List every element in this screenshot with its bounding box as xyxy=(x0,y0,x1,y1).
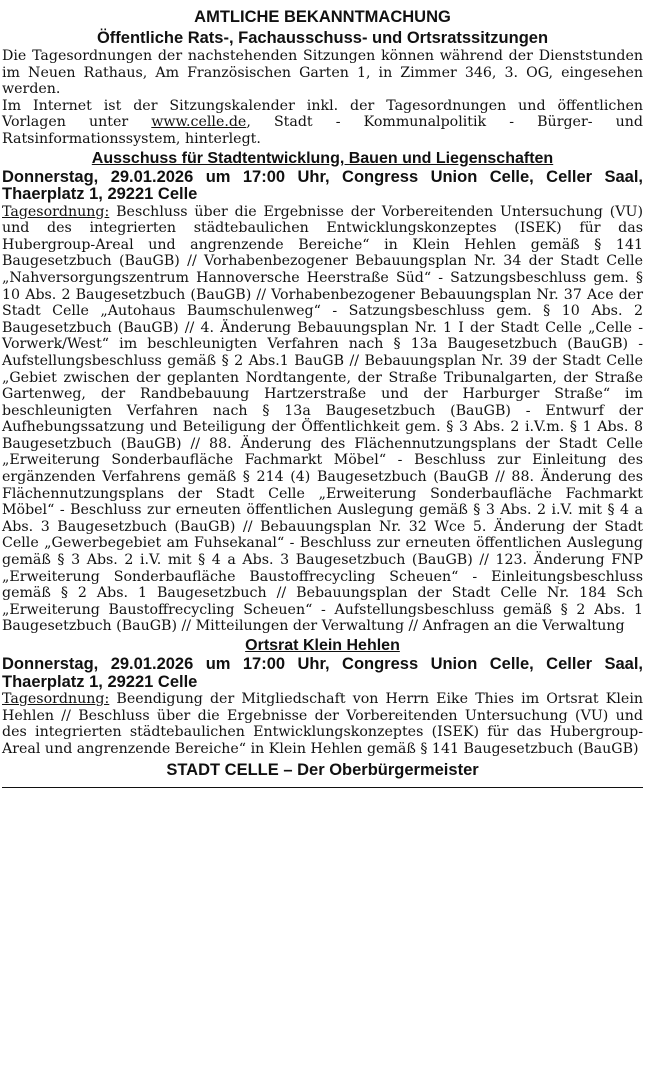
agenda-items: Beschluss über die Ergebnisse der Vorbereitenden Untersuchung (VU) und des integrierten städtebaulichen Entwicklungskonzeptes (ISEK) für das Hubergroup-Areal und angrenzende Bereiche“ in Klein Hehlen gemäß § 141 Baugesetzbuch (BauGB) // Vorhabenbezogener Bebauungsplan Nr. 34 der Stadt Celle „Nahversorgungszentrum Hannoversche Heerstraße Süd“ - Satzungsbeschluss gem. § 10 Abs. 2 Baugesetzbuch (BauGB) // Vorhabenbezogener Bebauungsplan Nr. 37 Ace der Stadt Celle „Autohaus Baumschulenweg“ - Satzungsbeschluss gem. § 10 Abs. 2 Baugesetzbuch (BauGB) // 4. Änderung Bebauungsplan Nr. 1 I der Stadt Celle „Celle - Vorwerk/West“ im beschleunigten Verfahren nach § 13a Baugesetzbuch (BauGB) - Aufstellungsbeschluss gemäß § 2 Abs.1 BauGB // Bebauungsplan Nr. 39 der Stadt Celle „Gebiet zwischen der geplanten Nordtangente, der Straße Tribunalgarten, der Straße Gartenweg, der Randbebauung Hartzerstraße und der Harburger Straße“ im beschleunigten Verfahren nach § 13a Baugesetzbuch (BauGB) - Entwurf der Aufhebungssatzung und Beteiligung der Öffentlichkeit gem. § 3 Abs. 2 i.V.m. § 1 Abs. 8 Baugesetzbuch (BauGB) // 88. Änderung des Flächennutzungsplans der Stadt Celle „Erweiterung Sonderbaufläche Fachmarkt Möbel“ - Beschluss zur Einleitung des ergänzenden Verfahrens gemäß § 214 (4) Baugesetzbuch (BauGB // 88. Änderung des Flächennutzungsplans der Stadt Celle „Erweiterung Sonderbaufläche Fachmarkt Möbel“ - Beschluss zur erneuten öffentlichen Auslegung gemäß § 3 Abs. 2 i.V. mit § 4 a Abs. 3 Baugesetzbuch (BauGB) // Bebauungsplan Nr. 32 Wce 5. Änderung der Stadt Celle „Gewerbegebiet am Fuhsekanal“ - Beschluss zur erneuten öffentlichen Auslegung gemäß § 3 Abs. 2 i.V. mit § 4 a Abs. 3 Baugesetzbuch (BauGB) // 123. Änderung FNP „Erweiterung Sonderbaufläche Baustoffrecycling Scheuen“ - Einleitungsbeschluss gemäß § 2 Abs. 1 Baugesetzbuch // Bebauungsplan der Stadt Celle Nr. 184 Sch „Erweiterung Baustoffrecycling Scheuen“ - Aufstellungsbeschluss gemäß § 2 Abs. 1 Baugesetzbuch (BauGB) // Mitteilungen der Verwaltung // Anfragen an die Verwaltung xyxy=(2,203,643,635)
agenda-label: Tagesordnung: xyxy=(2,203,110,220)
signature: STADT CELLE – Der Oberbürgermeister xyxy=(166,761,479,780)
intro-paragraph: Die Tagesordnungen der nachstehenden Sitzungen können während der Dienststunden im Neuen Rathaus, Am Französischen Garten 1, in Zimmer 346, 3. OG, eingesehen werden. xyxy=(2,48,643,98)
section-title-stadtentwicklung: Ausschuss für Stadtentwicklung, Bauen und Liegenschaften xyxy=(91,149,554,167)
website-link[interactable]: www.celle.de xyxy=(151,114,247,131)
intro-internet-paragraph xyxy=(2,98,643,148)
agenda-items: Beendigung der Mitgliedschaft von Herrn Eike Thies im Ortsrat Klein Hehlen // Beschluss über die Ergebnisse der Vorbereitenden Untersuchung (VU) und des integrierten städtebaulichen Entwicklungskonzeptes (ISEK) für das Hubergroup-Areal und angrenzende Bereiche“ in Klein Hehlen gemäß § 141 Baugesetzbuch (BauGB) xyxy=(2,691,643,757)
agenda-paragraph xyxy=(2,204,643,635)
meeting-date-location: Donnerstag, 29.01.2026 um 17:00 Uhr, Congress Union Celle, Celler Saal, Thaerplatz 1, 29221 Celle xyxy=(2,167,643,204)
notice-subheading: Öffentliche Rats-, Fachausschuss- und Ortsratssitzungen xyxy=(96,29,549,47)
meeting-date-location: Donnerstag, 29.01.2026 um 17:00 Uhr, Congress Union Celle, Celler Saal, Thaerplatz 1, 29221 Celle xyxy=(2,655,643,691)
section-title-ortsrat: Ortsrat Klein Hehlen xyxy=(245,637,400,654)
intro-text-after-link: , Stadt - Kommunalpolitik - Bürger- und Ratsinformationssystem, hinterlegt. xyxy=(2,114,643,147)
agenda-paragraph xyxy=(2,691,643,757)
bottom-divider xyxy=(2,787,643,788)
agenda-label: Tagesordnung: xyxy=(2,691,110,707)
intro-text-before-link: Im Internet ist der Sitzungskalender inkl. der Tagesordnungen und öffentlichen Vorlagen unter xyxy=(2,97,643,131)
notice-heading: AMTLICHE BEKANNTMACHUNG xyxy=(194,8,451,26)
